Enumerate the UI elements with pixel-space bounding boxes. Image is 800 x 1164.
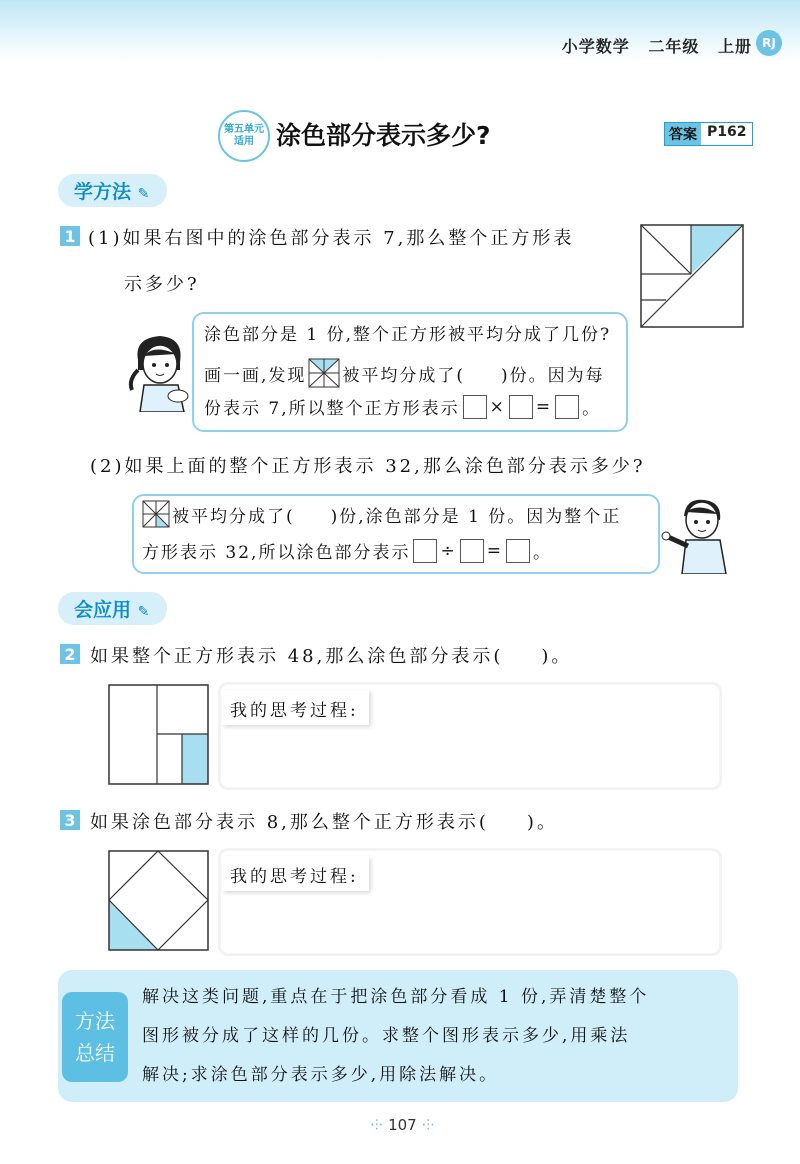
equals-sign-2: = [486, 540, 503, 561]
q2-blank[interactable] [503, 642, 541, 668]
period-2: 。 [532, 543, 552, 563]
header-subject: 小学数学 [561, 37, 630, 56]
pencil-icon-2: ✎ [137, 604, 150, 620]
page-number-value: 107 [388, 1116, 417, 1134]
edition-badge: RJ [756, 30, 782, 56]
hint1-line1: 涂色部分是 1 份,整个正方形被平均分成了几份? [204, 325, 612, 345]
q3-square-figure [108, 850, 210, 952]
q2-text-line [90, 642, 572, 668]
question-number-1: 1 [60, 226, 80, 246]
boy-illustration [660, 494, 736, 574]
section-apply-label: 会应用 [74, 599, 132, 621]
period: 。 [582, 399, 602, 419]
answer-reference [664, 122, 753, 146]
hint2-line1 [142, 500, 621, 528]
q1-part2: (2)如果上面的整个正方形表示 32,那么涂色部分表示多少? [90, 456, 646, 477]
question-number-2: 2 [60, 644, 80, 664]
q3-text-line [90, 808, 558, 834]
question-number-3: 3 [60, 810, 80, 830]
unit-badge-line1: 第五单元 [224, 124, 264, 135]
summary-label-1: 方法 [75, 1009, 115, 1033]
answer-box-2[interactable] [509, 395, 533, 419]
q3-blank[interactable] [489, 808, 527, 834]
answer-box-6[interactable] [506, 539, 530, 563]
method-summary-label [62, 992, 128, 1082]
q3-text: 如果涂色部分表示 8,那么整个正方形表示( [90, 812, 489, 833]
q2-shaded-rect [182, 734, 208, 784]
unit-badge-line2: 适用 [234, 136, 254, 147]
hint1-line2 [204, 358, 605, 388]
q1-square-figure [640, 224, 744, 328]
header-volume: 上册 [717, 37, 752, 56]
page-deco-right: ·⫶· [421, 1116, 435, 1134]
q2-square-figure [108, 684, 210, 786]
answer-box-3[interactable] [555, 395, 579, 419]
page-deco-left: ·⫶· [370, 1116, 384, 1134]
q1-part1-line1: (1)如果右图中的涂色部分表示 7,那么整个正方形表 [88, 228, 575, 249]
q1-part1-line2: 示多少? [124, 274, 200, 295]
hint1-line2b: 被平均分成了( [342, 365, 466, 386]
q3-thinking-label: 我的思考过程: [222, 856, 369, 891]
equals-sign: = [535, 396, 553, 417]
pencil-icon: ✎ [137, 186, 150, 202]
eighths-square-icon [142, 500, 170, 528]
section-learn-method [58, 174, 167, 207]
summary-line-3: 解决;求涂色部分表示多少,用除法解决。 [142, 1065, 500, 1085]
times-sign: × [489, 396, 506, 417]
summary-line-1: 解决这类问题,重点在于把涂色部分看成 1 份,弄清楚整个 [142, 987, 650, 1007]
hint2-line2a: 方形表示 32,所以涂色部分表示 [142, 543, 411, 563]
header-breadcrumb [550, 34, 752, 57]
answer-box-5[interactable] [460, 539, 484, 563]
answer-box-4[interactable] [413, 539, 437, 563]
answer-label: 答案 [665, 123, 701, 145]
answer-page: P162 [707, 124, 747, 140]
hint2-line1a: 被平均分成了( [172, 506, 295, 527]
section-apply [58, 592, 167, 625]
quartered-square-icon [308, 358, 340, 388]
header-grade: 二年级 [648, 37, 700, 56]
summary-line-2: 图形被分成了这样的几份。求整个图形表示多少,用乘法 [142, 1026, 631, 1046]
hint2-line1b: )份,涂色部分是 1 份。因为整个正 [330, 506, 622, 527]
hint1-line3 [204, 394, 601, 419]
summary-label-2: 总结 [75, 1041, 115, 1065]
hint1-line3a: 份表示 7,所以整个正方形表示 [204, 399, 460, 419]
q3-close: )。 [526, 812, 558, 833]
q2-text: 如果整个正方形表示 48,那么涂色部分表示( [90, 646, 504, 667]
hint2-line2 [142, 538, 552, 563]
page-title: 涂色部分表示多少? [276, 121, 491, 150]
page-number [370, 1116, 435, 1134]
divide-sign: ÷ [440, 540, 457, 561]
hint1-line2a: 画一画,发现 [204, 365, 307, 386]
q2-close: )。 [541, 646, 573, 667]
girl-illustration [124, 330, 196, 412]
hint1-line2c: )份。因为每 [501, 365, 605, 386]
section-learn-label: 学方法 [74, 181, 132, 203]
answer-box-1[interactable] [463, 395, 487, 419]
unit-badge [218, 110, 270, 162]
q2-thinking-label: 我的思考过程: [222, 690, 369, 725]
